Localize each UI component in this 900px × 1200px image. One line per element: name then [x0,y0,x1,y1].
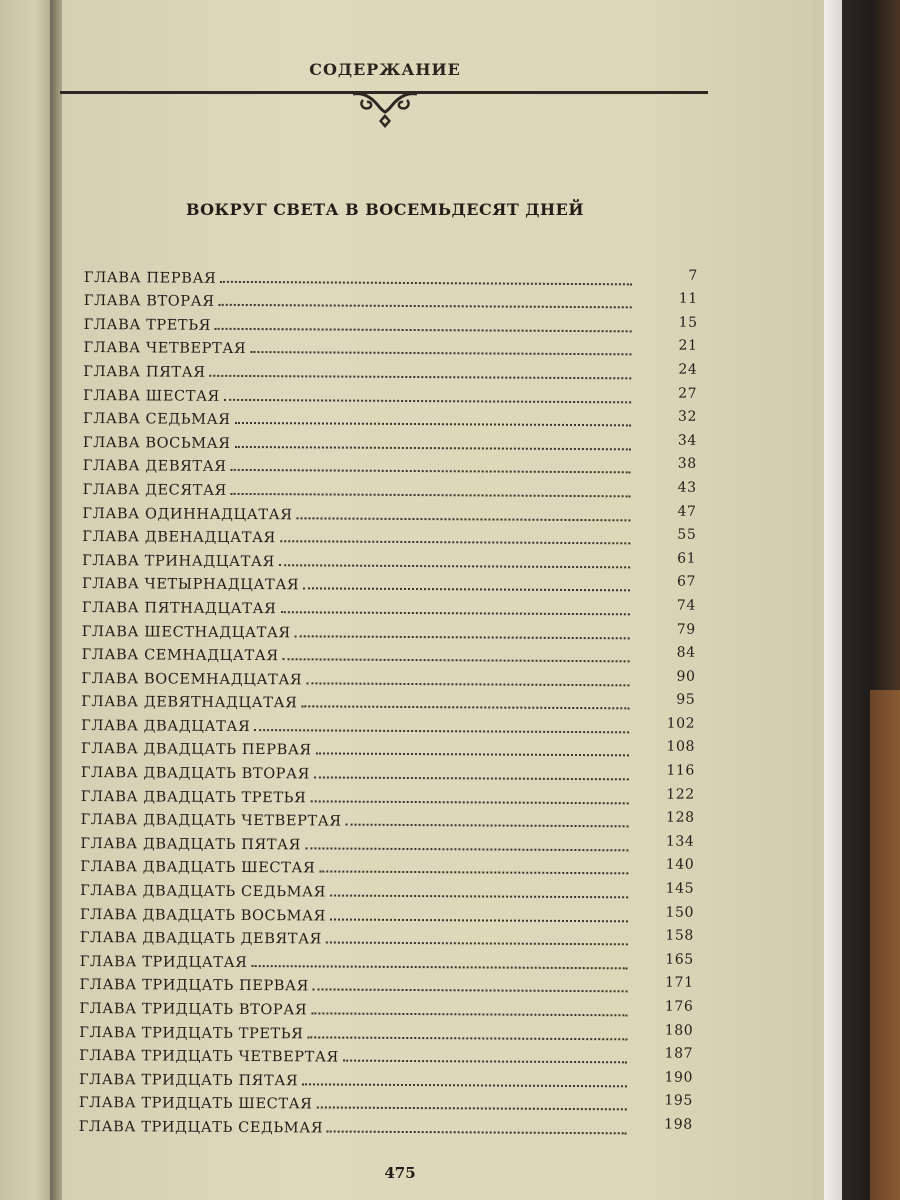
toc-entry-page: 145 [665,880,695,897]
toc-entry-label: ГЛАВА ШЕСТНАДЦАТАЯ [81,623,291,641]
toc-entry [79,1111,693,1138]
toc-entry-page: 84 [676,644,696,661]
toc-leader-dots [280,611,629,615]
toc-entry-page: 195 [664,1092,693,1110]
toc-entry-label: ГЛАВА ЧЕТЫРНАДЦАТАЯ [81,576,300,594]
toc-leader-dots [307,1036,627,1040]
toc-entry-label: ГЛАВА ТРИДЦАТЬ ЧЕТВЕРТАЯ [79,1048,339,1066]
toc-entry-label: ГЛАВА ВОСЕМНАДЦАТАЯ [81,670,303,689]
toc-entry-label: ГЛАВА ДВАДЦАТЬ ПЕРВАЯ [80,741,312,759]
toc-leader-dots [279,564,630,568]
toc-leader-dots [330,895,628,899]
toc-entry-label: ГЛАВА ТРИДЦАТАЯ [79,953,248,971]
toc-leader-dots [295,635,630,639]
toc-leader-dots [306,682,629,686]
toc-entry [81,687,695,714]
toc-leader-dots [310,800,628,804]
toc-entry-page: 67 [676,573,697,591]
toc-entry-page: 171 [665,974,694,992]
toc-leader-dots [280,540,630,544]
toc-entry-label: ГЛАВА ОДИННАДЦАТАЯ [82,505,293,523]
toc-leader-dots [326,942,628,946]
toc-entry [82,522,696,549]
book-title: ВОКРУГ СВЕТА В ВОСЕМЬДЕСЯТ ДНЕЙ [186,200,584,219]
page-number: 475 [384,1164,416,1182]
table-surface [870,690,900,1200]
toc-entry [82,592,696,619]
toc-entry-label: ГЛАВА ДЕСЯТАЯ [82,481,227,499]
toc-entry-page: 122 [666,786,695,803]
toc-entry-page: 198 [664,1116,693,1133]
toc-entry-page: 74 [676,597,696,614]
toc-entry-page: 90 [676,668,696,685]
toc-entry [79,1017,693,1044]
toc-leader-dots [319,871,628,875]
toc-entry-page: 11 [678,290,698,307]
toc-entry-label: ГЛАВА ДВАДЦАТЬ ЧЕТВЕРТАЯ [80,812,342,830]
toc-entry-label: ГЛАВА ВОСЬМАЯ [82,434,231,452]
toc-entry [82,545,696,572]
toc-entry [84,309,698,336]
toc-entry-page: 180 [664,1022,694,1039]
toc-entry [79,1041,693,1068]
toc-entry-label: ГЛАВА ДВАДЦАТАЯ [81,717,251,735]
toc-entry-label: ГЛАВА ДВАДЦАТЬ ТРЕТЬЯ [80,788,307,807]
toc-entry [81,781,695,808]
toc-entry-page: 34 [677,432,697,449]
toc-entry-label: ГЛАВА ТРИДЦАТЬ ШЕСТАЯ [78,1095,313,1113]
toc-entry-label: ГЛАВА ПЯТНАДЦАТАЯ [81,599,277,618]
toc-entry-page: 79 [676,621,696,638]
toc-entry [82,498,696,525]
toc-entry-label: ГЛАВА ШЕСТАЯ [83,387,220,405]
cover-board-edge [824,0,842,1200]
toc-leader-dots [314,776,629,780]
toc-leader-dots [251,965,627,969]
toc-entry-label: ГЛАВА ТРИДЦАТЬ ВТОРАЯ [79,1000,308,1019]
toc-entry [84,286,698,313]
toc-entry [83,427,697,454]
toc-entry-page: 150 [665,904,695,921]
toc-entry [80,875,694,902]
toc-entry [79,1064,693,1091]
toc-entry-label: ГЛАВА ДВАДЦАТЬ СЕДЬМАЯ [80,883,326,901]
toc-entry [80,852,694,879]
toc-entry-page: 102 [666,715,696,732]
toc-entry [83,356,697,383]
toc-leader-dots [250,351,631,355]
toc-leader-dots [301,706,629,710]
toc-entry [83,474,697,501]
toc-entry-page: 7 [688,267,698,284]
toc-entry-page: 165 [665,951,694,968]
toc-leader-dots [316,1107,626,1111]
toc-entry-label: ГЛАВА ЧЕТВЕРТАЯ [83,340,247,358]
toc-entry-label: ГЛАВА СЕМНАДЦАТАЯ [81,647,279,665]
toc-entry-page: 38 [677,455,697,473]
toc-entry-page: 128 [666,809,695,826]
toc-entry-label: ГЛАВА ПЯТАЯ [83,363,206,381]
toc-entry [81,710,695,737]
toc-entry-label: ГЛАВА ТРИДЦАТЬ ПЯТАЯ [78,1071,299,1090]
toc-entry-label: ГЛАВА СЕДЬМАЯ [82,411,231,429]
toc-leader-dots [219,304,632,309]
toc-entry-label: ГЛАВА ТРИДЦАТЬ СЕДЬМАЯ [78,1118,324,1137]
toc-entry-page: 27 [678,385,698,402]
toc-entry [80,828,694,855]
toc-leader-dots [215,328,632,333]
toc-entry [79,1088,693,1115]
toc-leader-dots [305,847,628,851]
toc-entry [79,993,693,1020]
toc-entry [81,734,695,761]
toc-leader-dots [327,1130,627,1134]
toc-entry [80,946,694,973]
toc-entry [83,451,697,478]
ornament-icon [345,88,425,132]
toc-entry [80,923,694,950]
toc-entry-page: 95 [676,691,696,709]
toc-leader-dots [235,446,631,450]
toc-entry-page: 47 [677,503,697,520]
toc-leader-dots [283,658,630,662]
toc-entry-page: 190 [664,1069,694,1086]
toc-entry-label: ГЛАВА ПЕРВАЯ [83,269,217,287]
toc-leader-dots [224,398,631,402]
toc-entry [81,757,695,784]
toc-entry-label: ГЛАВА ДЕВЯТАЯ [82,458,227,476]
toc-entry-label: ГЛАВА ДВАДЦАТЬ ПЯТАЯ [80,835,302,854]
toc-entry-label: ГЛАВА ДВЕНАДЦАТАЯ [82,529,276,547]
toc-entry-page: 158 [665,927,694,944]
toc-leader-dots [313,989,628,993]
toc-entry-label: ГЛАВА ДВАДЦАТЬ ШЕСТАЯ [80,859,316,877]
toc-entry-page: 24 [678,361,698,378]
toc-entry [80,970,694,997]
toc-entry [80,899,694,926]
toc-entry-page: 187 [664,1045,694,1062]
toc-entry-label: ГЛАВА ДВАДЦАТЬ ДЕВЯТАЯ [79,930,323,948]
toc-leader-dots [231,469,631,473]
toc-leader-dots [311,1012,627,1016]
toc-entry-page: 61 [677,550,697,567]
toc-leader-dots [210,375,632,380]
toc-entry [82,616,696,643]
toc-entry [84,262,698,289]
running-header: СОДЕРЖАНИЕ [309,60,461,79]
toc-entry-label: ГЛАВА ТРИНАДЦАТАЯ [82,552,275,570]
toc-leader-dots [302,1083,627,1087]
toc-entry-label: ГЛАВА ДЕВЯТНАДЦАТАЯ [81,694,298,712]
toc-entry-page: 140 [665,857,695,874]
toc-leader-dots [231,493,631,497]
toc-entry-label: ГЛАВА ТРИДЦАТЬ ТРЕТЬЯ [79,1024,304,1042]
toc-entry-page: 32 [678,408,698,425]
page-edge [812,0,824,1200]
toc-entry-page: 21 [678,338,698,355]
toc-entry [81,805,695,832]
toc-entry-page: 15 [678,314,698,331]
table-of-contents [79,262,698,1139]
toc-entry-label: ГЛАВА ТРЕТЬЯ [83,316,211,334]
toc-entry-page: 43 [677,479,697,496]
toc-entry-label: ГЛАВА ДВАДЦАТЬ ВТОРАЯ [80,765,311,783]
toc-entry-label: ГЛАВА ВТОРАЯ [83,293,215,310]
toc-entry-label: ГЛАВА ДВАДЦАТЬ ВОСЬМАЯ [79,906,327,925]
toc-leader-dots [330,918,628,922]
toc-entry [83,333,697,360]
toc-entry-page: 134 [665,833,695,850]
toc-leader-dots [346,824,629,828]
toc-entry-page: 176 [664,998,694,1015]
toc-leader-dots [235,422,631,426]
toc-entry [81,663,695,690]
toc-entry-page: 108 [666,739,696,756]
toc-entry [82,639,696,666]
toc-leader-dots [343,1060,627,1064]
toc-entry-label: ГЛАВА ТРИДЦАТЬ ПЕРВАЯ [79,977,310,995]
toc-entry [83,380,697,407]
toc-leader-dots [297,517,631,521]
toc-leader-dots [220,280,632,285]
toc-entry-page: 55 [677,526,697,543]
toc-leader-dots [316,753,629,757]
toc-entry [83,404,697,431]
toc-leader-dots [303,588,630,592]
toc-leader-dots [254,729,629,733]
toc-entry-page: 116 [666,762,695,779]
toc-entry [82,569,696,596]
